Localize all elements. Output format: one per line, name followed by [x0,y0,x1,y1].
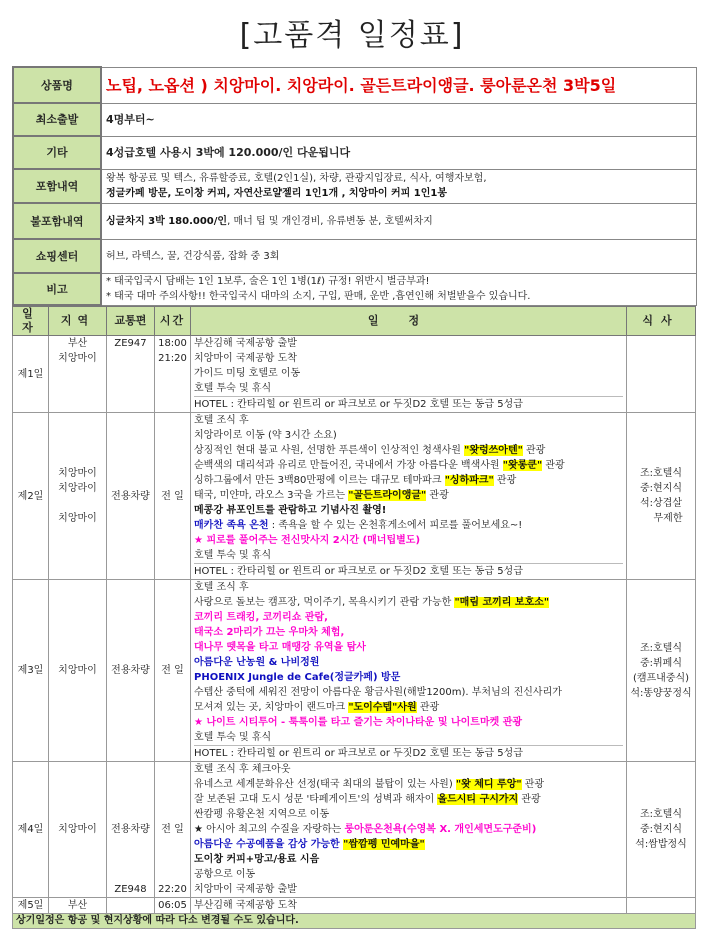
meal-text: (캠프내중식) [632,672,690,684]
schedule-line: 코끼리 트래킹, 코끼리쇼 관람, [194,612,328,623]
schedule-line [194,777,623,792]
text: 관광 [521,779,545,790]
day-row [13,580,696,762]
note-label: 비고 [13,273,101,305]
meal-cell [627,413,696,580]
schedule-line [194,458,623,473]
included-line: 정글카페 방문, 도이창 커피, 자연산로얄젤리 1인1개 , 치앙마이 커피 1인1봉 [106,188,448,199]
single-charge: 싱글차지 3박 180.000/인 [106,215,228,227]
schedule-line [194,595,623,610]
header-meal: 식사 [627,307,696,336]
schedule-line: ★ 나이트 시티투어 - 툭툭이를 타고 즐기는 차이나타운 및 나이트마켓 관광 [194,717,523,728]
time-text: 22:20 [158,884,187,895]
note-line: * 태국입국시 담배는 1인 1보루, 술은 1인 1병(1ℓ) 규정! 위반시 벌금부과! [106,276,430,287]
schedule-line: 공항으로 이동 [194,869,256,880]
schedule-line: ★ 피로를 풀어주는 전신맛사지 2시간 (매너팁별도) [194,535,421,546]
meal-text: 석:쌈밥정식 [635,839,687,850]
meal-text: 중:현지식 [639,824,682,835]
region-text: 치앙라이 [58,483,97,494]
highlight: 룽아룬온천욕(수영복 X. 개인세면도구준비) [344,824,537,835]
min-departure-label: 최소출발 [13,103,101,136]
schedule-line: 호텔 투숙 및 휴식 [194,550,272,561]
schedule-line: 수텝산 중턱에 세워진 전망이 아름다운 황금사원(해발1200m). 부처님의 진신사리가 [194,687,562,698]
schedule-line: 메콩강 뷰포인트를 관람하고 기념사진 촬영! [194,505,387,516]
meal-text: 조:호텔식 [639,468,682,479]
schedule-line: 부산김해 국제공항 도착 [194,900,297,911]
meal-text: 중:현지식 [639,483,682,494]
time-text: 18:00 [158,338,187,349]
meal-text: 조:호텔식 [639,809,682,820]
meal-text: 중:뷔페식 [639,657,682,669]
schedule-line: PHOENIX Jungle de Cafe(정글카페) 방문 [194,672,401,683]
schedule-line [194,488,623,503]
meal-cell [627,898,696,914]
schedule-line: 태국소 2마리가 끄는 우마차 체험, [194,627,345,638]
meal-text: 조:호텔식 [639,642,682,654]
header-region: 지역 [49,307,107,336]
meal-text: 석:상겹살 [639,498,682,509]
text: 상징적인 현대 불교 사원, 선명한 푸른색이 인상적인 청색사원 [194,445,465,456]
note-line: * 태국 대마 주의사항!! 한국입국시 대마의 소지, 구입, 판매, 운반 ,흡연인해 처벌받을수 있습니다. [106,291,531,302]
text: 모셔져 있는 곳, 치앙마이 랜드마크 [194,702,349,713]
schedule-line: 호텔 조식 후 [194,582,249,593]
min-departure-value: 4명부터~ [101,103,696,136]
highlight: "왓 체디 루앙" [455,779,522,790]
region-cell [49,413,107,580]
schedule-cell [191,413,627,580]
text: 사랑으로 돌보는 캠프장, 먹이주기, 목욕시키기 관람 가능한 [194,597,455,608]
schedule-table [12,306,696,929]
time-cell [155,336,191,413]
time-cell: 전 일 [155,413,191,580]
text: 아름다운 수공예품을 감상 가능한 [194,839,344,850]
meal-text: 무제한 [653,513,683,524]
time-cell: 전 일 [155,580,191,762]
text: 관광 [426,490,449,501]
schedule-line: 부산김해 국제공항 출발 [194,338,297,349]
excluded-rest: , 매너 팁 및 개인경비, 유류변동 분, 호텔써차지 [227,215,433,227]
flight-number: ZE948 [114,884,147,895]
excluded-label: 불포함내역 [13,203,101,239]
meal-cell [627,762,696,898]
schedule-line [194,518,623,533]
highlight: "왓롱쿤" [502,460,543,471]
day-label: 제4일 [13,762,49,898]
schedule-line: 도이창 커피+망고/용료 시음 [194,854,320,865]
region-cell [49,336,107,413]
highlight: 매카찬 족욕 온천 [194,520,269,531]
text: : 족욕을 할 수 있는 온천휴게소에서 피로를 풀어보세요~! [268,520,523,531]
text: 관광 [493,475,517,486]
transport-cell: 전용차량 [107,413,155,580]
footer-note: 상기일정은 항공 및 현지상황에 따라 다소 변경될 수도 있습니다. [13,914,696,929]
text: 태국, 미얀마, 라오스 3국을 가르는 [194,490,349,501]
schedule-line: 호텔 투숙 및 휴식 [194,732,272,743]
header-transport: 교통편 [107,307,155,336]
schedule-line: 치앙라이로 이동 (약 3시간 소요) [194,430,337,441]
transport-text: 전용차량 [111,824,150,835]
schedule-line: 치앙마이 국제공항 도착 [194,353,297,364]
schedule-line: 싼캄펭 유황온천 지역으로 이동 [194,809,330,820]
day-label: 제1일 [13,336,49,413]
highlight: "쌈깜펭 민예마을" [343,839,425,850]
schedule-line [194,443,623,458]
time-cell: 06:05 [155,898,191,914]
highlight: 올드시티 구시가지 [437,794,519,805]
text: 관광 [518,794,541,805]
product-label: 상품명 [13,67,101,103]
shopping-label: 쇼핑센터 [13,239,101,273]
spacer [52,496,103,511]
product-value: 노팁, 노옵션 ) 치앙마이. 치앙라이. 골든트라이앵글. 룽아룬온천 3박5일 [101,67,696,103]
transport-cell: ZE947 [107,336,155,413]
day-label: 제2일 [13,413,49,580]
region-text: 치앙마이 [58,353,97,364]
schedule-line: 아름다운 난농원 & 나비정원 [194,657,320,668]
day-row [13,898,696,914]
transport-cell [107,898,155,914]
meal-cell [627,580,696,762]
header-time: 시간 [155,307,191,336]
hotel-line: HOTEL : 칸타리힐 or 윈트리 or 파크보로 or 두짓D2 호텔 또는 동급 5성급 [194,745,623,761]
etc-label: 기타 [13,136,101,169]
text: 잘 보존된 고대 도시 성문 '타페게이트'의 성벽과 해자이 [194,794,438,805]
schedule-line [194,700,623,715]
region-text: 치앙마이 [58,468,97,479]
meal-text: 석:똥양꿍정식 [630,687,692,699]
day-row [13,762,696,898]
schedule-line: 가이드 미팅 호텔로 이동 [194,368,301,379]
schedule-line: 호텔 조식 후 체크아웃 [194,764,291,775]
day-row [13,336,696,413]
schedule-line [194,837,623,852]
transport-cell [107,762,155,898]
page-title: [고품격 일정표] [239,18,465,53]
header-day: 일자 [13,307,49,336]
itinerary-sheet [12,66,695,929]
region-cell: 치앙마이 [49,762,107,898]
region-cell: 치앙마이 [49,580,107,762]
text: 싱하그룹에서 만든 3백80만평에 이르는 대규모 테마파크 [194,475,445,486]
included-value [101,169,696,203]
schedule-line: 호텔 조식 후 [194,415,249,426]
highlight: "왓렁쓰아텐" [464,445,523,456]
shopping-value: 허브, 라텍스, 꿀, 건강식품, 잡화 중 3회 [101,239,696,273]
time-cell [155,762,191,898]
schedule-cell [191,336,627,413]
etc-value: 4성급호텔 사용시 3박에 120.000/인 다운됩니다 [101,136,696,169]
schedule-line: 치앙마이 국제공항 출발 [194,884,297,895]
time-text: 21:20 [158,353,187,364]
excluded-value [101,203,696,239]
schedule-cell [191,762,627,898]
included-label: 포함내역 [13,169,101,203]
schedule-cell [191,898,627,914]
highlight: "매림 코끼리 보호소" [454,597,550,608]
info-table [12,66,697,306]
schedule-line [194,792,623,807]
header-schedule: 일정 [191,307,627,336]
day-label: 제3일 [13,580,49,762]
highlight: "싱하파크" [444,475,494,486]
text: 유네스코 세계문화유산 선정(태국 최대의 불탑이 있는 사원) [194,779,456,790]
text: 관광 [416,702,440,713]
time-text: 전 일 [161,824,184,835]
region-text: 부산 [67,338,88,349]
region-text: 치앙마이 [58,513,97,524]
hotel-line: HOTEL : 칸타리힐 or 윈트리 or 파크보로 or 두짓D2 호텔 또는 동급 5성급 [194,563,623,579]
transport-cell: 전용차량 [107,580,155,762]
schedule-line [194,473,623,488]
text: ★ 아시아 최고의 수질을 자랑하는 [194,824,345,835]
hotel-line: HOTEL : 칸타리힐 or 윈트리 or 파크보로 or 두짓D2 호텔 또는 동급 5성급 [194,396,623,412]
text: 관광 [522,445,546,456]
note-value [101,273,696,305]
schedule-cell [191,580,627,762]
schedule-header-row [13,307,696,336]
included-line: 왕복 항공료 및 텍스, 유류할증료, 호텔(2인1실), 차량, 관광지입장료, 식사, 여행자보험, [106,173,487,184]
meal-cell [627,336,696,413]
region-cell: 부산 [49,898,107,914]
day-label: 제5일 [13,898,49,914]
highlight: "골든트라이앵글" [348,490,427,501]
text: 관광 [542,460,565,471]
day-row [13,413,696,580]
footer-row [13,914,696,929]
schedule-line [194,822,623,837]
highlight: "도이수텝"사원 [348,702,417,713]
schedule-line: 대나무 뗏목을 타고 매땡강 유역을 탐사 [194,642,366,653]
text: 순백색의 대리석과 유리로 만들어진, 국내에서 가장 아름다운 백색사원 [194,460,503,471]
schedule-line: 호텔 투숙 및 휴식 [194,383,272,394]
